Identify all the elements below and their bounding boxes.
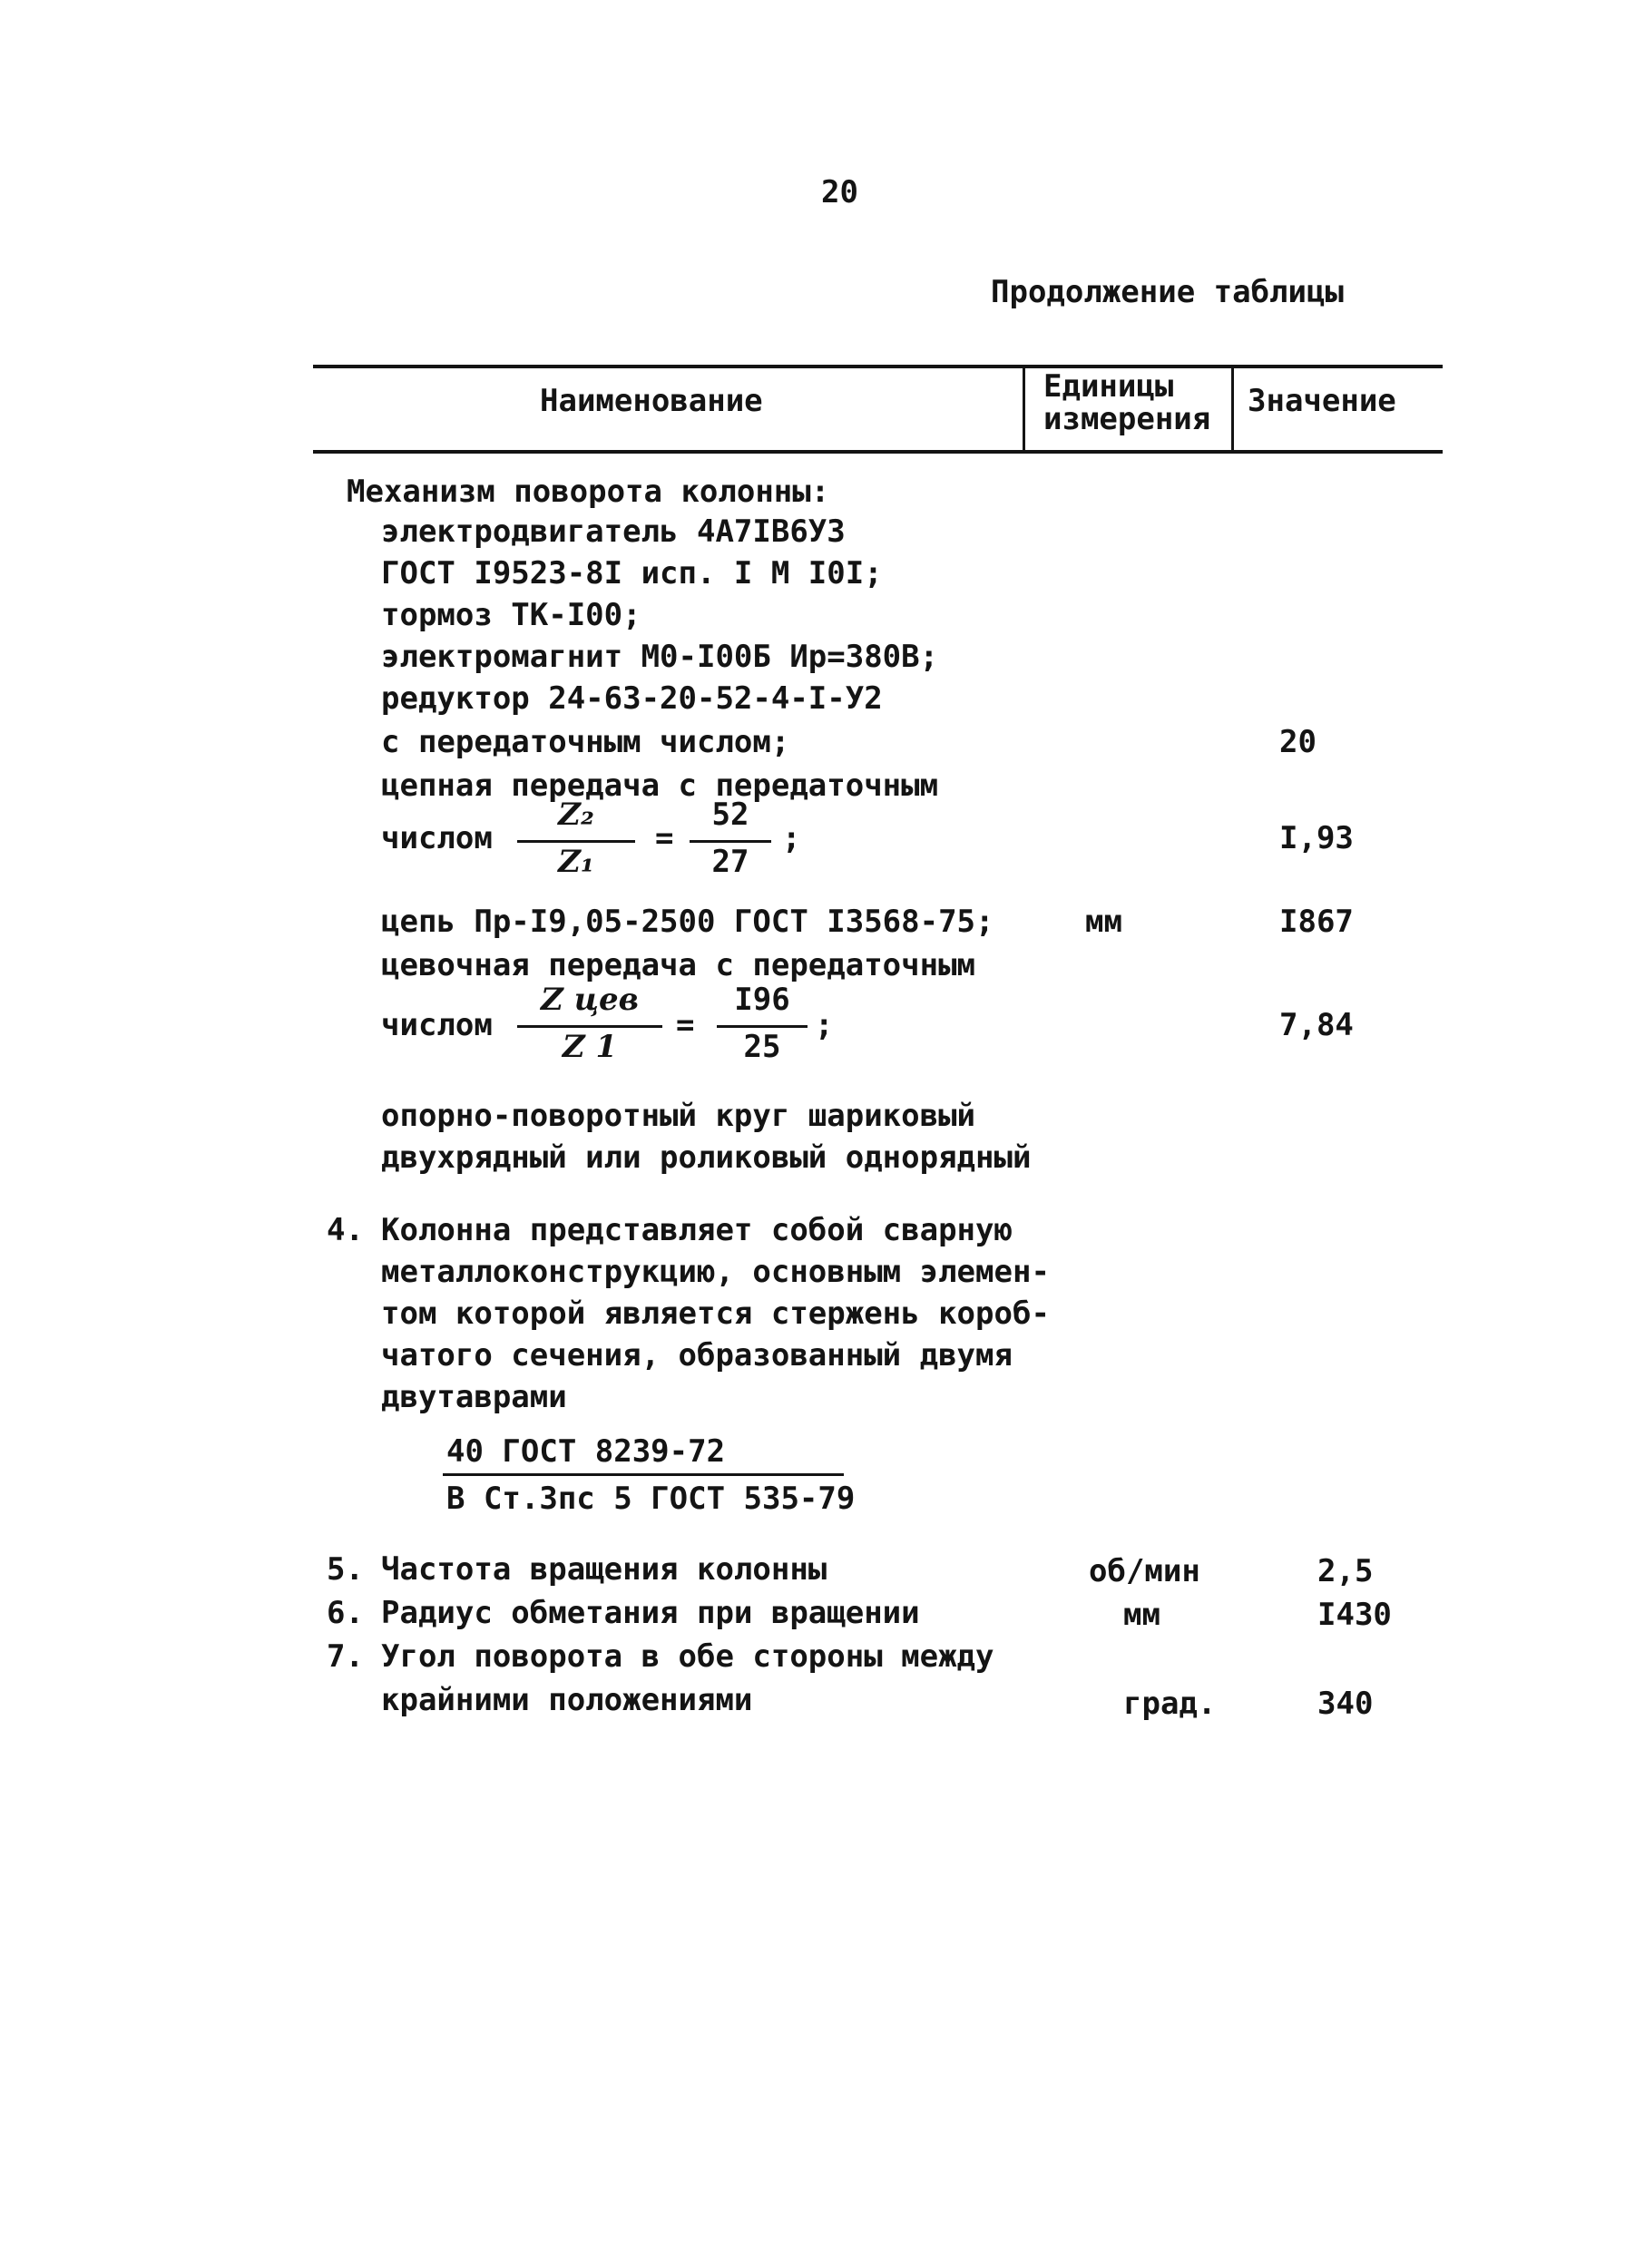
profile-spec-bottom: В Ст.3пс 5 ГОСТ 535-79 [446, 1481, 856, 1517]
profile-spec-top: 40 ГОСТ 8239-72 [446, 1433, 726, 1470]
continuation-label: Продолжение таблицы [991, 274, 1344, 310]
pin-gear-numerator: Z цев [541, 982, 639, 1018]
spec-line: электродвигатель 4А7IВ6УЗ [381, 513, 846, 550]
chain-terminator: ; [782, 820, 801, 856]
chain-ratio-denominator: Z₁ [558, 844, 594, 880]
item7-label: крайними положениями [381, 1682, 753, 1718]
item-number: 7. [327, 1638, 364, 1675]
pin-gear-fraction [517, 982, 662, 1072]
chain-ratio-value-denominator: 27 [711, 844, 749, 880]
item4-line: чатого сечения, образованный двумя [381, 1337, 1013, 1374]
fraction-bar [517, 1025, 662, 1028]
item5-unit: об/мин [1089, 1553, 1200, 1589]
chain-ratio-value-fraction [690, 797, 771, 887]
item-number: 6. [327, 1595, 364, 1631]
header-units-line2: измерения [1043, 401, 1211, 437]
header-units-line1: Единицы [1043, 368, 1174, 405]
chain-ratio-fraction [517, 797, 635, 887]
table-header-bottom-rule [313, 450, 1443, 454]
item-number: 4. [327, 1212, 364, 1248]
chain-spec-unit: мм [1085, 904, 1122, 940]
pin-gear-line: цевочная передача с передаточным [381, 947, 976, 983]
ratio-value: 20 [1279, 724, 1317, 760]
item4-line: металлоконструкцию, основным элемен- [381, 1254, 1050, 1290]
item6-value: I430 [1317, 1597, 1392, 1633]
fraction-bar [517, 840, 635, 843]
pin-gear-value-fraction [717, 982, 808, 1072]
chain-label: числом [381, 820, 493, 856]
spec-line: тормоз ТК-I00; [381, 597, 641, 633]
bearing-line: двухрядный или роликовый однорядный [381, 1139, 1032, 1176]
item5-label: Частота вращения колонны [381, 1551, 827, 1588]
item6-unit: мм [1123, 1597, 1160, 1633]
column-divider-2 [1231, 367, 1234, 452]
pin-gear-result: 7,84 [1279, 1007, 1354, 1043]
chain-equals: = [655, 820, 674, 856]
chain-ratio-numerator: Z₂ [558, 797, 594, 833]
chain-line: цепная передача с передаточным [381, 767, 939, 804]
profile-spec-bar [443, 1473, 844, 1476]
chain-ratio-value-numerator: 52 [711, 797, 749, 833]
spec-line: редуктор 24-63-20-52-4-I-У2 [381, 680, 883, 717]
header-name: Наименование [540, 383, 763, 419]
header-value: Значение [1248, 383, 1396, 419]
item6-label: Радиус обметания при вращении [381, 1595, 920, 1631]
item4-line: Колонна представляет собой сварную [381, 1212, 1013, 1248]
pin-gear-value-denominator: 25 [743, 1029, 781, 1065]
fraction-bar [690, 840, 771, 843]
column-divider-1 [1023, 367, 1025, 452]
spec-line: ГОСТ I9523-8I исп. I М I0I; [381, 555, 883, 591]
pin-gear-terminator: ; [815, 1007, 834, 1043]
fraction-bar [717, 1025, 808, 1028]
item4-line: том которой является стержень короб- [381, 1295, 1050, 1332]
chain-spec-value: I867 [1279, 904, 1354, 940]
ratio-line: с передаточным числом; [381, 724, 790, 760]
pin-gear-equals: = [676, 1007, 695, 1043]
bearing-line: опорно-поворотный круг шариковый [381, 1098, 976, 1134]
item7-unit: град. [1123, 1686, 1217, 1722]
chain-spec: цепь Пр-I9,05-2500 ГОСТ I3568-75; [381, 904, 994, 940]
item7-label: Угол поворота в обе стороны между [381, 1638, 994, 1675]
spec-line: электромагнит М0-I00Б Ир=380В; [381, 639, 939, 675]
pin-gear-label: числом [381, 1007, 493, 1043]
chain-ratio-result: I,93 [1279, 820, 1354, 856]
section-title: Механизм поворота колонны: [347, 474, 830, 510]
pin-gear-value-numerator: I96 [734, 982, 790, 1018]
item5-value: 2,5 [1317, 1553, 1374, 1589]
item4-line: двутаврами [381, 1379, 567, 1415]
page-number: 20 [821, 174, 858, 210]
pin-gear-denominator: Z 1 [562, 1029, 618, 1065]
item7-value: 340 [1317, 1686, 1374, 1722]
table-top-rule [313, 365, 1443, 368]
item-number: 5. [327, 1551, 364, 1588]
